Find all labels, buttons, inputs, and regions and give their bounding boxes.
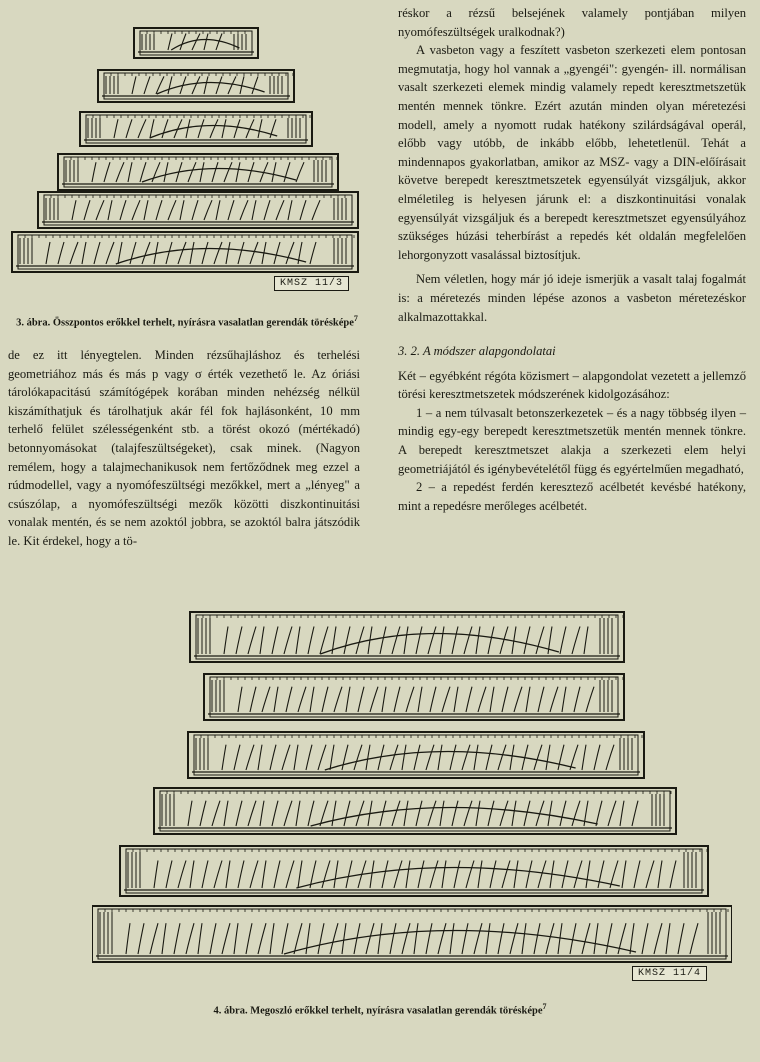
right-paragraph-4: Két – egyébként régóta közismert – alapgondolat vezetett a jellemző törési keresztmetszetek módszerének kidolgozásához: [398, 368, 746, 402]
list-item-1: 1 – a nem túlvasalt betonszerkezetek – és a nagy többség ilyen – mindig egy-egy berepedt keresztmetszetük mentén mennek tönkre. A berepedt keresztmetszet alakja a szerkezeti elem helyi geometriájától és igénybevételétől függ és egyértelműen megadható, [398, 405, 746, 476]
right-paragraph-1: réskor a rézsű belsejének valamely pontjában milyen nyomófeszültségek uralkodnak?) [398, 6, 746, 39]
figure-4-beam-2 [204, 674, 624, 720]
right-paragraph-2: A vasbeton vagy a feszített vasbeton szerkezeti elem pontosan megmutatja, hogy hol vannak a „gyengéi": gyengén- ill. normálisan vasalt szerkezeti elemek mindig valamely repedt keresztmetszetük mentén mennek tönkre. Ezért azután minden olyan méretezési modell, amely a nyomott rudak hatékony szilárdságával operál, előbb vagy utóbb, de inkább előbb, lehetetlenül. Tehát a mindennapos gyakorlatban, amikor az MSZ- vagy a DIN-előírásait követve berepedt keresztmetszetek egyensúlyát vizsgáljuk, akkor elméletileg is helyesen járunk el: a diszkontinuitási vonalak egyensúlyát vizsgáljuk és a berepedt keresztmetszet egyensúlyához szükséges húzási teherbírást a repedés két oldalán megfelelően lehorgonyzott vasalással biztosítjuk. [398, 43, 746, 262]
figure-3-caption-text: 3. ábra. Összpontos erőkkel terhelt, nyírásra vasalatlan gerendák törésképe [16, 317, 354, 329]
figure-4-beam-1 [190, 612, 624, 662]
section-heading: 3. 2. A módszer alapgondolatai [398, 344, 556, 359]
left-paragraph: de ez itt lényegtelen. Minden rézsűhajláshoz és terhelési geometriához más és más p vagy σ érték vezethető le. Az óriási tárolókapacitású számítógépek korában minden nehézség nélkül kiszámíthatjuk és tárolhatjuk akár fél fok hajlásonként, 10 mm terhelő felület szélességenként stb. a törést okozó (mértékadó) betonnyomásokat (talajfeszültségeket), csak minek. (Nagyon remélem, hogy a talajmechanikusok nem fertőződnek meg ezzel a rúdmodellel, vagy a nyomófeszültségi mezőkkel, mert a „lényeg" a csúszólap, a nyomófeszültségi mezők közötti diszkontinuitási vonalak mentén, és se nem azoktól jobbra, se azoktól balra játszódik le. Kit érdekel, hogy a tö- [8, 348, 360, 548]
figure-3-beam-2 [98, 70, 294, 102]
left-column [8, 346, 360, 551]
right-column [398, 4, 746, 515]
figure-4-caption [60, 1000, 700, 1019]
figure-3-beams [8, 6, 360, 276]
right-paragraph-3: Nem véletlen, hogy már jó ideje ismerjük a vasalt talaj fogalmát is: a méretezés minden lépése azonos a vasbeton méretezéskor alkalmazottakkal. [398, 272, 746, 324]
figure-3-beam-6 [12, 232, 358, 272]
figure-3-beam-5 [38, 192, 358, 228]
figure-3 [8, 6, 360, 289]
figure-3-beam-3 [80, 112, 312, 146]
figure-4-beam-6 [92, 906, 732, 962]
figure-3-caption [14, 312, 360, 331]
figure-3-label: KMSZ 11/3 [274, 276, 349, 291]
figure-4-beam-4 [154, 788, 676, 834]
figure-4-caption-ref: 7 [542, 1002, 547, 1011]
figure-3-beam-1 [134, 28, 258, 58]
figure-4 [92, 608, 732, 979]
figure-4-beams [92, 608, 732, 968]
figure-4-label: KMSZ 11/4 [632, 966, 707, 981]
list-item-2: 2 – a repedést ferdén keresztező acélbetét kevésbé hatékony, mint a repedésre merőleges acélbetét. [398, 480, 746, 513]
figure-3-caption-ref: 7 [353, 314, 358, 323]
figure-3-beam-4 [58, 154, 338, 190]
figure-4-beam-5 [120, 846, 708, 896]
figure-4-beam-3 [188, 732, 644, 778]
figure-4-caption-text: 4. ábra. Megoszló erőkkel terhelt, nyírásra vasalatlan gerendák törésképe [213, 1005, 543, 1017]
